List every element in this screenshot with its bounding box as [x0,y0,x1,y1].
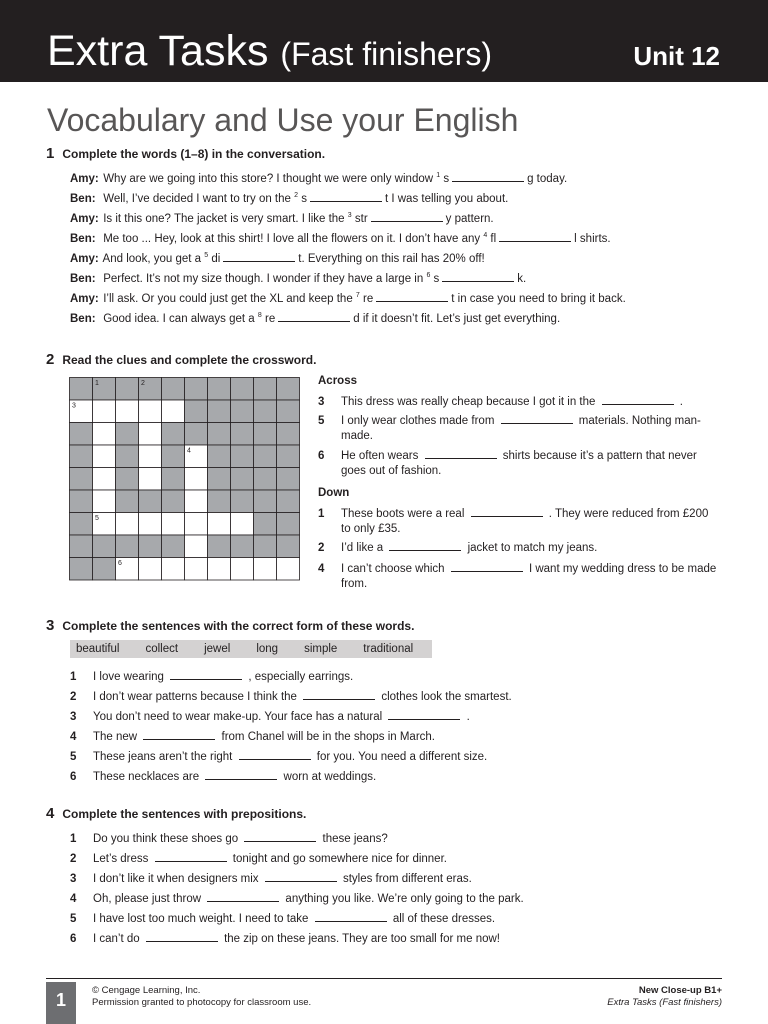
crossword-cell[interactable] [116,513,139,536]
crossword-number: 3 [72,402,76,410]
crossword-shaded-cell [277,468,300,491]
crossword-shaded-cell [254,535,277,558]
sentence-item: 6 These necklaces are worn at weddings. [70,771,377,783]
crossword-grid [69,377,303,581]
item-number: 5 [204,252,209,260]
word-option: jewel [204,643,231,655]
speaker-label: Amy: [70,173,99,185]
down-title: Down [318,487,350,499]
page-number: 1 [46,982,76,1024]
crossword-shaded-cell [70,423,93,446]
crossword-shaded-cell [254,490,277,513]
crossword-shaded-cell [162,468,185,491]
crossword-cell[interactable] [139,423,162,446]
word-blank[interactable] [223,252,295,262]
clue-blank[interactable] [602,395,674,405]
page-header [0,0,768,82]
crossword-shaded-cell [70,378,93,401]
crossword-shaded-cell [162,423,185,446]
word-box [70,640,432,658]
crossword-shaded-cell [231,490,254,513]
sentence-blank[interactable] [303,690,375,700]
sentence-item: 2 Let’s dress tonight and go somewhere nice for dinner. [70,853,447,865]
crossword-shaded-cell [254,400,277,423]
crossword-shaded-cell [231,400,254,423]
crossword-shaded-cell [208,423,231,446]
crossword-cell[interactable] [93,445,116,468]
clue-text: These boots were a real . They were reduced from £200 to only £35. [341,508,709,535]
crossword-shaded-cell [254,513,277,536]
crossword-shaded-cell [208,445,231,468]
crossword-shaded-cell [185,400,208,423]
sentence-item: 6 I can’t do the zip on these jeans. They are too small for me now! [70,933,501,945]
crossword-shaded-cell [185,378,208,401]
header-subtitle: (Fast finishers) [280,36,492,72]
sentence-blank[interactable] [143,730,215,740]
crossword-shaded-cell [70,535,93,558]
crossword-shaded-cell [116,378,139,401]
crossword-shaded-cell [277,400,300,423]
sentence-blank[interactable] [244,832,316,842]
clue-blank[interactable] [471,507,543,517]
crossword-cell[interactable] [139,468,162,491]
sentence-item: 1 Do you think these shoes go these jeans? [70,833,388,845]
crossword-cell[interactable] [162,513,185,536]
conversation-line: Amy: Is it this one? The jacket is very smart. I like the $^3$ str y pattern. [70,212,494,225]
crossword-shaded-cell [162,535,185,558]
sentence-item: 1 I love wearing , especially earrings. [70,671,354,683]
sentence-blank[interactable] [146,932,218,942]
sentence-blank[interactable] [239,750,311,760]
crossword-shaded-cell [162,445,185,468]
sentence-blank[interactable] [170,670,242,680]
crossword-shaded-cell [116,423,139,446]
item-number: 6 [70,771,77,783]
conversation-line: Ben: Well, I’ve decided I want to try on the $^2$ s t I was telling you about. [70,192,509,205]
crossword-shaded-cell [254,423,277,446]
q1-heading: 1 Complete the words (1–8) in the conversation. [46,145,326,162]
crossword-shaded-cell [70,513,93,536]
clue-number: 2 [318,542,325,554]
conversation-line: Amy: And look, you get a $^5$ di t. Everything on this rail has 20% off! [70,252,485,265]
crossword-cell[interactable] [139,558,162,581]
crossword-cell[interactable] [185,468,208,491]
sentence-blank[interactable] [315,912,387,922]
footer-copyright: © Cengage Learning, Inc. Permission granted to photocopy for classroom use. [92,985,312,1008]
word-option: traditional [363,643,414,655]
crossword-cell[interactable] [93,423,116,446]
crossword-shaded-cell [116,468,139,491]
item-number: 5 [70,913,77,925]
crossword-shaded-cell [116,490,139,513]
sentence-blank[interactable] [207,892,279,902]
crossword-shaded-cell [231,423,254,446]
item-number: 7 [355,292,360,300]
crossword-shaded-cell [208,535,231,558]
crossword-shaded-cell [70,445,93,468]
crossword-cell[interactable] [93,468,116,491]
item-number: 5 [70,751,77,763]
crossword-shaded-cell [93,558,116,581]
crossword-cell[interactable] [231,558,254,581]
sentence-blank[interactable] [205,770,277,780]
crossword-clue [318,507,720,537]
item-number: 4 [483,232,488,240]
crossword-shaded-cell [277,535,300,558]
crossword-shaded-cell [254,445,277,468]
crossword-shaded-cell [139,535,162,558]
sentence-blank[interactable] [155,852,227,862]
crossword-clue [318,395,720,410]
crossword-number: 2 [141,380,145,387]
crossword-cell[interactable] [208,513,231,536]
item-number: 2 [294,192,299,200]
item-number: 4 [70,893,77,905]
sentence-item: 5 These jeans aren’t the right for you. You need a different size. [70,751,488,763]
footer-divider [46,978,722,979]
clue-text: This dress was really cheap because I got it in the . [341,396,683,408]
conversation-line: Ben: Perfect. It’s not my size though. I wonder if they have a large in $^6$ s k. [70,272,527,285]
crossword-shaded-cell [254,378,277,401]
clue-number: 1 [318,508,325,520]
crossword-shaded-cell [116,535,139,558]
item-number: 1 [70,671,77,683]
word-blank[interactable] [371,212,443,222]
clue-number: 4 [318,563,325,575]
word-blank[interactable] [376,292,448,302]
crossword-cell[interactable] [185,558,208,581]
crossword-number: 4 [187,447,191,455]
crossword-shaded-cell [70,558,93,581]
crossword-cell[interactable] [185,490,208,513]
crossword-shaded-cell [139,490,162,513]
crossword-clue [318,562,720,592]
footer-book: New Close-up B1+ Extra Tasks (Fast finishers) [607,985,722,1008]
item-number: 2 [70,691,77,703]
speaker-label: Ben: [70,273,96,285]
word-option: beautiful [76,643,120,655]
item-number: 1 [436,172,441,180]
speaker-label: Ben: [70,313,96,325]
speaker-label: Amy: [70,213,99,225]
crossword-shaded-cell [277,513,300,536]
item-number: 3 [70,711,77,723]
clue-number: 6 [318,450,325,462]
crossword-shaded-cell [231,445,254,468]
unit-label: Unit 12 [633,41,720,71]
item-number: 2 [70,853,77,865]
crossword-number: 1 [95,380,99,387]
crossword-cell[interactable] [231,513,254,536]
crossword-shaded-cell [208,400,231,423]
crossword-cell[interactable] [185,513,208,536]
sentence-item: 3 I don’t like it when designers mix styles from different eras. [70,873,472,885]
q2-heading: 2 Read the clues and complete the crossword. [46,351,317,368]
crossword-cell[interactable] [139,445,162,468]
crossword-shaded-cell [185,423,208,446]
item-number: 1 [70,833,77,845]
conversation-line: Amy: Why are we going into this store? I thought we were only window $^1$ s g today. [70,172,568,185]
sentence-item: 5 I have lost too much weight. I need to take all of these dresses. [70,913,496,925]
clue-number: 3 [318,396,325,408]
crossword-cell[interactable] [139,513,162,536]
crossword-shaded-cell [208,378,231,401]
word-blank[interactable] [442,272,514,282]
crossword-shaded-cell [231,378,254,401]
crossword-shaded-cell [277,378,300,401]
crossword-shaded-cell [254,468,277,491]
sentence-item: 4 Oh, please just throw anything you like. We’re only going to the park. [70,893,524,905]
crossword-clue [318,449,720,479]
crossword-shaded-cell [231,535,254,558]
speaker-label: Ben: [70,193,96,205]
conversation-line: Ben: Good idea. I can always get a $^8$ re d if it doesn’t fit. Let’s just get everything. [70,312,561,325]
crossword-shaded-cell [277,490,300,513]
word-option: long [256,643,279,655]
crossword-shaded-cell [208,468,231,491]
word-option: simple [304,643,338,655]
clue-text: I can’t choose which I want my wedding dress to be made from. [341,563,717,590]
word-blank[interactable] [278,312,350,322]
crossword-shaded-cell [231,468,254,491]
sentence-item: 3 You don’t need to wear make-up. Your face has a natural . [70,711,470,723]
clue-text: I only wear clothes made from materials. Nothing man-made. [341,415,701,442]
word-option: collect [145,643,179,655]
crossword-shaded-cell [93,535,116,558]
crossword-cell[interactable] [139,400,162,423]
crossword-cell[interactable] [93,490,116,513]
item-number: 4 [70,731,77,743]
clue-blank[interactable] [389,541,461,551]
crossword-number: 5 [95,515,99,522]
crossword-cell[interactable] [93,400,116,423]
clue-blank[interactable] [501,414,573,424]
clue-blank[interactable] [451,562,523,572]
item-number: 6 [426,272,431,280]
header-title: Extra Tasks (Fast finishers) [47,27,492,75]
section-title: Vocabulary and Use your English [47,102,519,138]
crossword-cell[interactable] [162,558,185,581]
sentence-item: 2 I don’t wear patterns because I think the clothes look the smartest. [70,691,512,703]
crossword-shaded-cell [277,423,300,446]
crossword-shaded-cell [116,445,139,468]
crossword-shaded-cell [162,378,185,401]
clue-number: 5 [318,415,325,427]
word-blank[interactable] [310,192,382,202]
sentence-item: 4 The new from Chanel will be in the shops in March. [70,731,435,743]
item-number: 3 [70,873,77,885]
clue-text: He often wears shirts because it’s a pattern that never goes out of fashion. [341,450,697,477]
q3-heading: 3 Complete the sentences with the correct form of these words. [46,617,415,634]
conversation-line: Ben: Me too ... Hey, look at this shirt! I love all the flowers on it. I don’t have any $^4$ fl l shirts. [70,232,611,245]
crossword-cell[interactable] [254,558,277,581]
speaker-label: Amy: [70,253,99,265]
crossword-shaded-cell [70,468,93,491]
across-title: Across [318,375,357,387]
crossword-cell[interactable] [208,558,231,581]
clue-blank[interactable] [425,449,497,459]
q4-heading: 4 Complete the sentences with prepositions. [46,805,307,822]
crossword-clue [318,541,720,556]
clue-text: I’d like a jacket to match my jeans. [341,542,598,554]
sentence-blank[interactable] [265,872,337,882]
crossword-shaded-cell [208,490,231,513]
crossword-shaded-cell [162,490,185,513]
speaker-label: Amy: [70,293,99,305]
word-blank[interactable] [499,232,571,242]
crossword-cell[interactable] [162,400,185,423]
speaker-label: Ben: [70,233,96,245]
sentence-blank[interactable] [388,710,460,720]
crossword-shaded-cell [277,445,300,468]
crossword-shaded-cell [70,490,93,513]
conversation-line: Amy: I’ll ask. Or you could just get the XL and keep the $^7$ re t in case you need to bring it back. [70,292,626,305]
item-number: 3 [347,212,352,220]
crossword-number: 6 [118,560,122,567]
word-blank[interactable] [452,172,524,182]
crossword-cell[interactable] [116,400,139,423]
item-number: 6 [70,933,77,945]
item-number: 8 [257,312,262,320]
crossword-clue [318,414,720,444]
crossword-cell[interactable] [277,558,300,581]
crossword-cell[interactable] [185,535,208,558]
